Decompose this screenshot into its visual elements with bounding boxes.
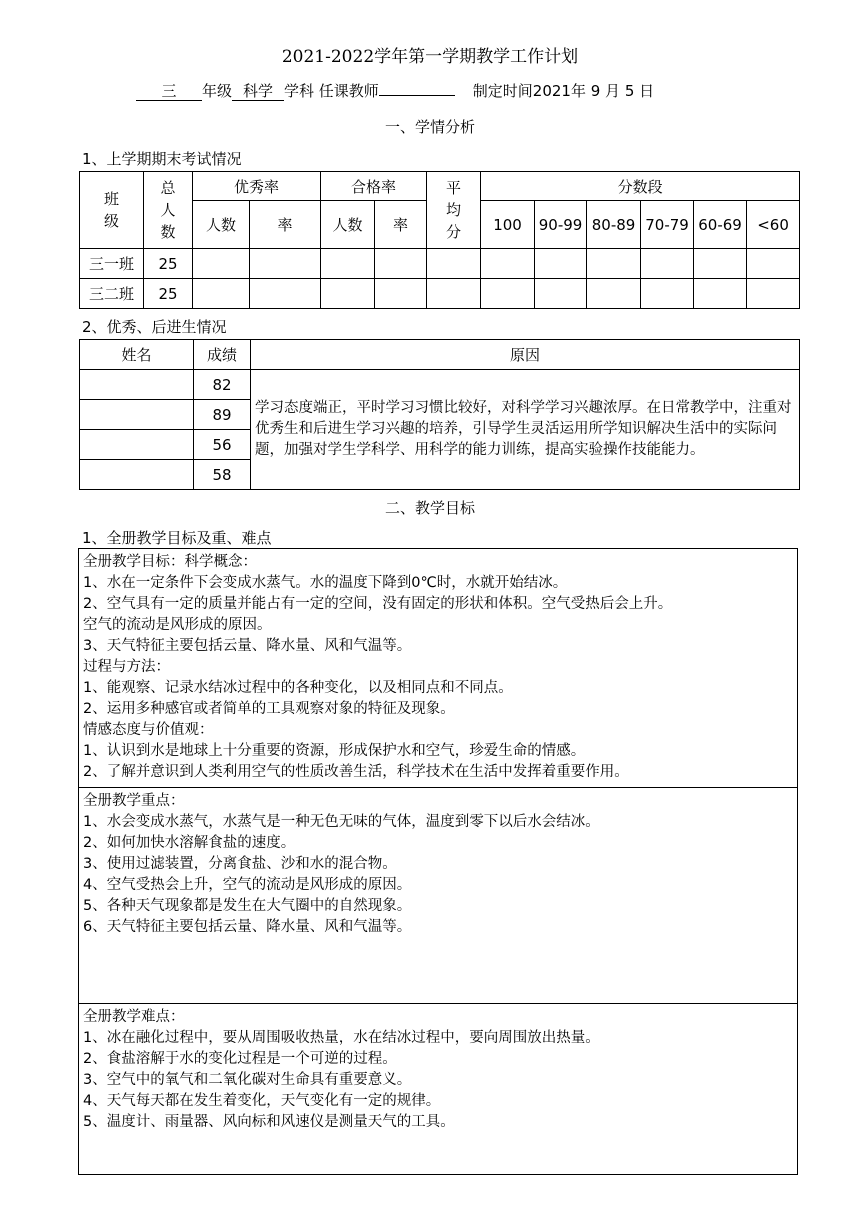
band-header: <60 <box>747 201 800 249</box>
band-header: 80-89 <box>587 201 641 249</box>
header-pass: 合格率 <box>321 172 427 201</box>
difficult-point-line: 3、空气中的氧气和二氧化碳对生命具有重要意义。 <box>83 1072 412 1088</box>
header-pass-count: 人数 <box>321 201 375 249</box>
teacher-value <box>379 95 455 96</box>
goals-line: 过程与方法： <box>83 659 170 675</box>
difficult-point-line: 4、天气每天都在发生着变化，天气变化有一定的规律。 <box>83 1093 441 1109</box>
band-header: 90-99 <box>535 201 587 249</box>
table-row <box>80 279 800 309</box>
header-excellent-count: 人数 <box>193 201 250 249</box>
header-average: 平均分 <box>427 172 481 249</box>
subheading-exam: 1、上学期期末考试情况 <box>82 150 242 168</box>
key-points-box <box>78 787 798 1004</box>
goals-line: 情感态度与价值观： <box>83 722 214 738</box>
subheading-students: 2、优秀、后进生情况 <box>82 318 227 336</box>
difficult-point-line: 1、冰在融化过程中，要从周围吸收热量，水在结冰过程中，要向周围放出热量。 <box>83 1030 600 1046</box>
grade-value: 三 <box>136 83 202 101</box>
student-name-cell <box>80 460 194 490</box>
plan-meta-line <box>136 80 654 101</box>
class-cell: 三二班 <box>80 279 144 309</box>
reason-cell: 学习态度端正，平时学习习惯比较好，对科学学习兴趣浓厚。在日常教学中，注重对优秀生和后进生学习兴趣的培养，引导学生灵活运用所学知识解决生活中的实际问题，加强对学生学科学、用科学的能力训练，提高实验操作技能能力。 <box>251 370 800 490</box>
student-name-cell <box>80 400 194 430</box>
header-score: 成绩 <box>194 340 251 370</box>
total-cell: 25 <box>144 279 193 309</box>
goals-line: 1、认识到水是地球上十分重要的资源，形成保护水和空气，珍爱生命的情感。 <box>83 743 586 759</box>
goals-line: 空气的流动是风形成的原因。 <box>83 617 272 633</box>
header-score-distribution: 分数段 <box>481 172 800 201</box>
score-cell: 56 <box>194 430 251 460</box>
header-name: 姓名 <box>80 340 194 370</box>
difficult-point-line: 全册教学难点： <box>83 1009 185 1025</box>
key-point-line: 6、天气特征主要包括云量、降水量、风和气温等。 <box>83 919 412 935</box>
key-point-line: 1、水会变成水蒸气，水蒸气是一种无色无味的气体，温度到零下以后水会结冰。 <box>83 814 600 830</box>
difficult-point-line: 5、温度计、雨量器、风向标和风速仪是测量天气的工具。 <box>83 1114 455 1130</box>
difficult-points-box <box>78 1003 798 1175</box>
subject-suffix: 学科 任课教师 <box>284 82 379 100</box>
key-point-line: 2、如何加快水溶解食盐的速度。 <box>83 835 296 851</box>
key-point-line: 3、使用过滤装置，分离食盐、沙和水的混合物。 <box>83 856 397 872</box>
goals-line: 2、了解并意识到人类利用空气的性质改善生活，科学技术在生活中发挥着重要作用。 <box>83 764 629 780</box>
exam-results-table <box>79 171 800 309</box>
goals-line: 全册教学目标：科学概念： <box>83 554 257 570</box>
subject-value: 科学 <box>232 83 284 101</box>
document-title: 2021-2022学年第一学期教学工作计划 <box>281 47 579 67</box>
header-pass-rate: 率 <box>375 201 427 249</box>
header-total: 总人数 <box>144 172 193 249</box>
header-excellent: 优秀率 <box>193 172 321 201</box>
total-cell: 25 <box>144 249 193 279</box>
difficult-point-line: 2、食盐溶解于水的变化过程是一个可逆的过程。 <box>83 1051 397 1067</box>
section-heading-goals: 二、教学目标 <box>384 499 475 517</box>
band-header: 60-69 <box>694 201 747 249</box>
students-table <box>79 339 800 490</box>
subheading-goals: 1、全册教学目标及重、难点 <box>82 529 272 547</box>
score-cell: 82 <box>194 370 251 400</box>
key-point-line: 5、各种天气现象都是发生在大气圈中的自然现象。 <box>83 898 412 914</box>
section-heading-analysis: 一、学情分析 <box>384 118 475 136</box>
date-label: 制定时间2021年 9 月 5 日 <box>472 82 655 100</box>
header-class: 班级 <box>80 172 144 249</box>
key-point-line: 全册教学重点： <box>83 793 185 809</box>
key-point-line: 4、空气受热会上升，空气的流动是风形成的原因。 <box>83 877 412 893</box>
score-cell: 89 <box>194 400 251 430</box>
goals-line: 1、能观察、记录水结冰过程中的各种变化，以及相同点和不同点。 <box>83 680 513 696</box>
goals-line: 1、水在一定条件下会变成水蒸气。水的温度下降到0℃时，水就开始结冰。 <box>83 575 568 591</box>
band-header: 70-79 <box>641 201 694 249</box>
goals-line: 2、空气具有一定的质量并能占有一定的空间，没有固定的形状和体积。空气受热后会上升。 <box>83 596 673 612</box>
grade-suffix: 年级 <box>202 82 233 100</box>
table-row <box>80 249 800 279</box>
class-cell: 三一班 <box>80 249 144 279</box>
band-header: 100 <box>481 201 535 249</box>
score-cell: 58 <box>194 460 251 490</box>
header-excellent-rate: 率 <box>250 201 321 249</box>
student-name-cell <box>80 370 194 400</box>
table-row <box>80 370 800 400</box>
goals-line: 3、天气特征主要包括云量、降水量、风和气温等。 <box>83 638 412 654</box>
goals-line: 2、运用多种感官或者简单的工具观察对象的特征及现象。 <box>83 701 455 717</box>
student-name-cell <box>80 430 194 460</box>
goals-box <box>78 548 798 788</box>
header-reason: 原因 <box>251 340 800 370</box>
